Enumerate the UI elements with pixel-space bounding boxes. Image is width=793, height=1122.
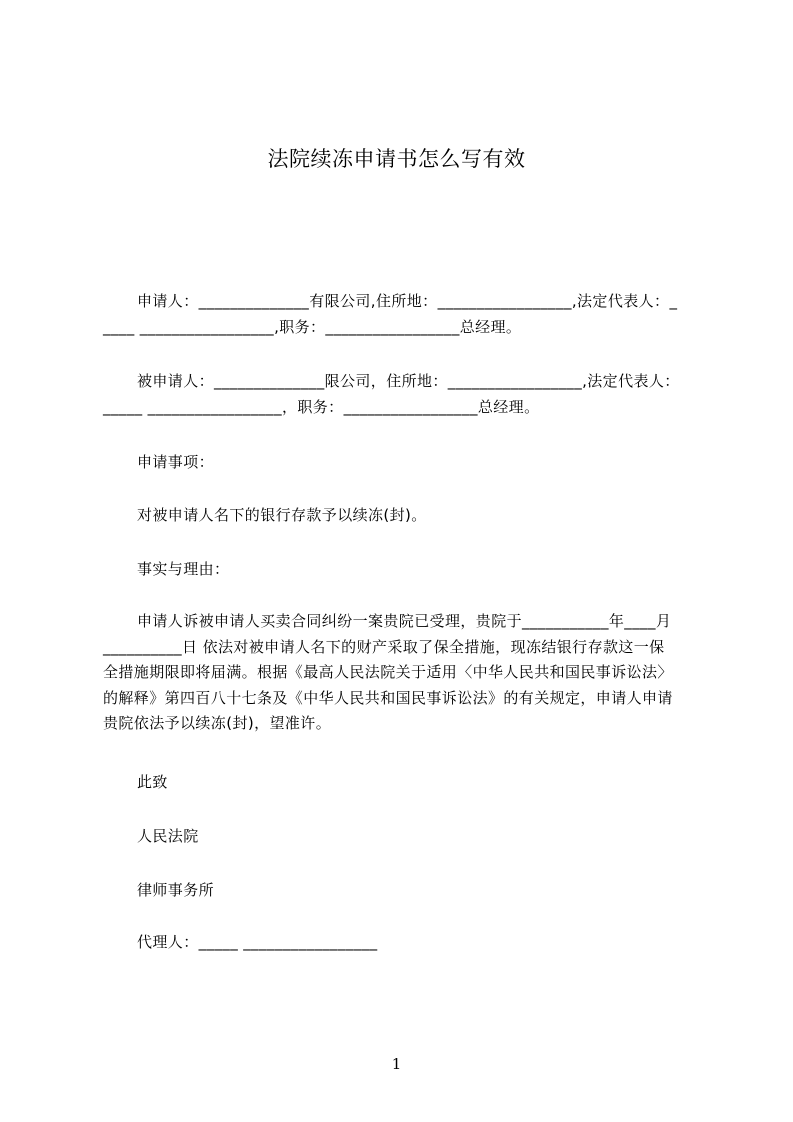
request-body-text: 对被申请人名下的银行存款予以续冻(封)。: [137, 506, 427, 524]
facts-heading-text: 事实与理由：: [137, 560, 230, 578]
respondent-line-1: 被申请人：______________限公司，住所地：_________________,法定代表人：: [137, 372, 680, 390]
court-name: [103, 824, 703, 850]
facts-line-5: 贵院依法予以续冻(封)，望准许。: [103, 714, 332, 732]
applicant-line-2: ____ _________________,职务：_________________总经理。: [103, 317, 522, 336]
law-firm-name: [103, 878, 703, 904]
document-title: 法院续冻申请书怎么写有效: [267, 147, 526, 171]
court-name-text: 人民法院: [137, 827, 199, 845]
applicant-line-1: 申请人：______________有限公司,住所地：_________________,法定代表人：_: [137, 292, 678, 310]
page-number: 1: [391, 1055, 402, 1073]
facts-paragraph: [103, 609, 703, 737]
facts-line-1: 申请人诉被申请人买卖合同纠纷一案贵院已受理，贵院于___________年____月: [137, 612, 672, 630]
respondent-paragraph: [103, 369, 703, 420]
applicant-paragraph: [103, 289, 703, 340]
facts-line-2: __________日 依法对被申请人名下的财产采取了保全措施，现冻结银行存款这一保: [103, 637, 665, 656]
respondent-line-2: _____ _________________，职务：_________________总经理。: [103, 397, 540, 416]
agent-line: [103, 930, 703, 956]
facts-line-3: 全措施期限即将届满。根据《最高人民法院关于适用〈中华人民共和国民事诉讼法〉: [103, 663, 673, 681]
agent-line-text: 代理人：_____ _________________: [137, 933, 378, 951]
salutation-text: 此致: [137, 773, 168, 791]
facts-heading: [103, 557, 703, 583]
salutation: [103, 770, 703, 796]
law-firm-name-text: 律师事务所: [137, 881, 215, 899]
request-heading-text: 申请事项：: [137, 453, 215, 471]
request-heading: [103, 450, 703, 476]
facts-line-4: 的解释》第四百八十七条及《中华人民共和国民事诉讼法》的有关规定，申请人申请: [103, 688, 673, 707]
request-body: [103, 503, 703, 529]
